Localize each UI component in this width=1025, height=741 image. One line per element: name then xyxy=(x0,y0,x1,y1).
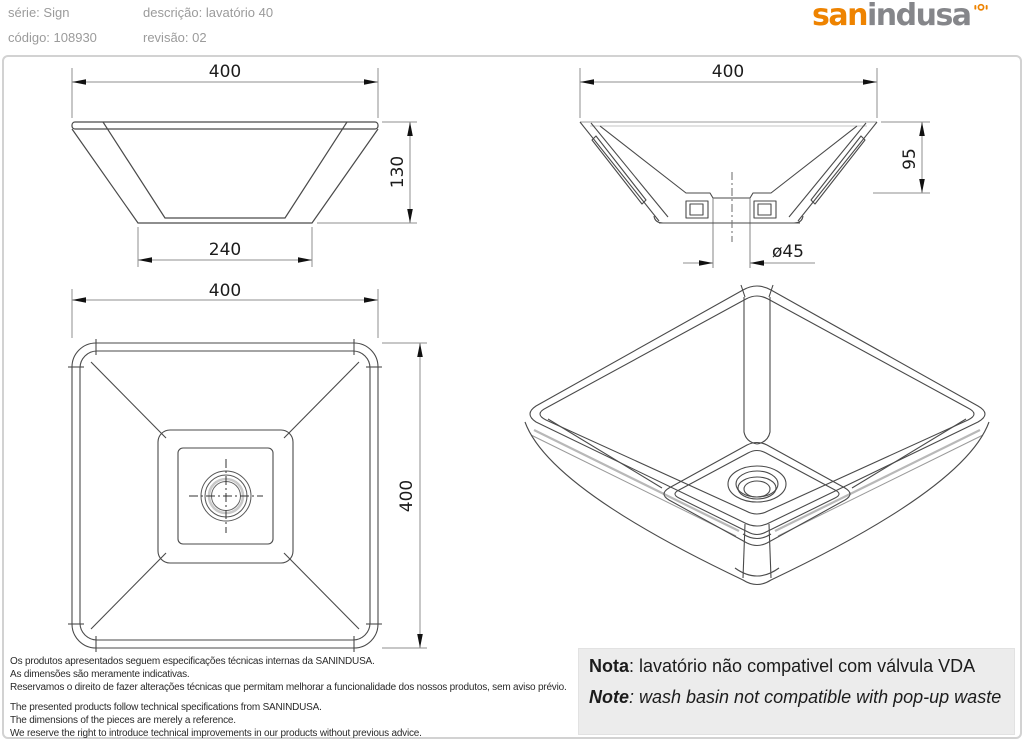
dim-front-width: 400 xyxy=(208,62,242,82)
dim-top-height: 400 xyxy=(397,479,417,513)
note-pt-text: : lavatório não compativel com válvula VDA xyxy=(629,656,976,676)
disclaimer-en-line1: The presented products follow technical specifications from SANINDUSA. xyxy=(10,702,322,713)
field-descricao: descrição: lavatório 40 xyxy=(143,5,274,20)
note-pt-label: Nota xyxy=(589,656,629,676)
section-dim-labels xyxy=(712,62,920,262)
disclaimer-en xyxy=(10,701,575,740)
section-basin-outline xyxy=(580,122,877,268)
isometric-view-drawing xyxy=(505,272,1015,644)
footer-disclaimer xyxy=(10,655,575,740)
iso-basin-wireframe xyxy=(525,285,989,585)
front-view-drawing xyxy=(55,60,455,280)
front-basin-outline xyxy=(72,122,378,223)
note-pt xyxy=(589,655,1004,677)
section-view-drawing xyxy=(560,60,960,280)
dim-front-bottom: 240 xyxy=(208,240,242,260)
note-box xyxy=(578,648,1015,735)
logo-text-indusa: indusa xyxy=(866,0,971,33)
field-serie: série: Sign xyxy=(8,5,70,20)
top-dim-labels xyxy=(209,283,417,512)
note-en-label: Note xyxy=(589,687,629,707)
note-en-text: : wash basin not compatible with pop-up waste xyxy=(629,687,1002,707)
dim-section-depth: 95 xyxy=(900,148,920,170)
dim-front-height: 130 xyxy=(388,155,408,189)
disclaimer-pt-line3: Reservamos o direito de fazer alterações técnicas que permitam melhorar a funcionalidade dos nossos produtos, sem aviso prévio. xyxy=(10,682,567,693)
disclaimer-pt-line1: Os produtos apresentados seguem especificações técnicas internas da SANINDUSA. xyxy=(10,656,375,667)
note-en xyxy=(589,686,1004,708)
disclaimer-pt-line2: As dimensões são meramente indicativas. xyxy=(10,669,190,680)
top-view-drawing xyxy=(55,283,455,670)
sanindusa-logo xyxy=(812,0,988,32)
field-codigo: código: 108930 xyxy=(8,30,97,45)
disclaimer-en-line3: We reserve the right to introduce technical improvements in our products without previous advice. xyxy=(10,728,422,739)
top-drain xyxy=(189,459,263,533)
dim-section-drain: ø45 xyxy=(771,242,805,262)
disclaimer-pt xyxy=(10,655,575,694)
iso-drain xyxy=(728,466,786,502)
section-dimension-lines xyxy=(580,68,930,263)
dim-top-width: 400 xyxy=(208,283,242,301)
front-dimension-lines xyxy=(72,68,417,267)
logo-text-san: san xyxy=(812,0,867,33)
disclaimer-en-line2: The dimensions of the pieces are merely a reference. xyxy=(10,715,236,726)
logo-mark-icon xyxy=(974,2,988,13)
dim-section-width: 400 xyxy=(711,62,745,82)
field-revisao: revisão: 02 xyxy=(143,30,207,45)
